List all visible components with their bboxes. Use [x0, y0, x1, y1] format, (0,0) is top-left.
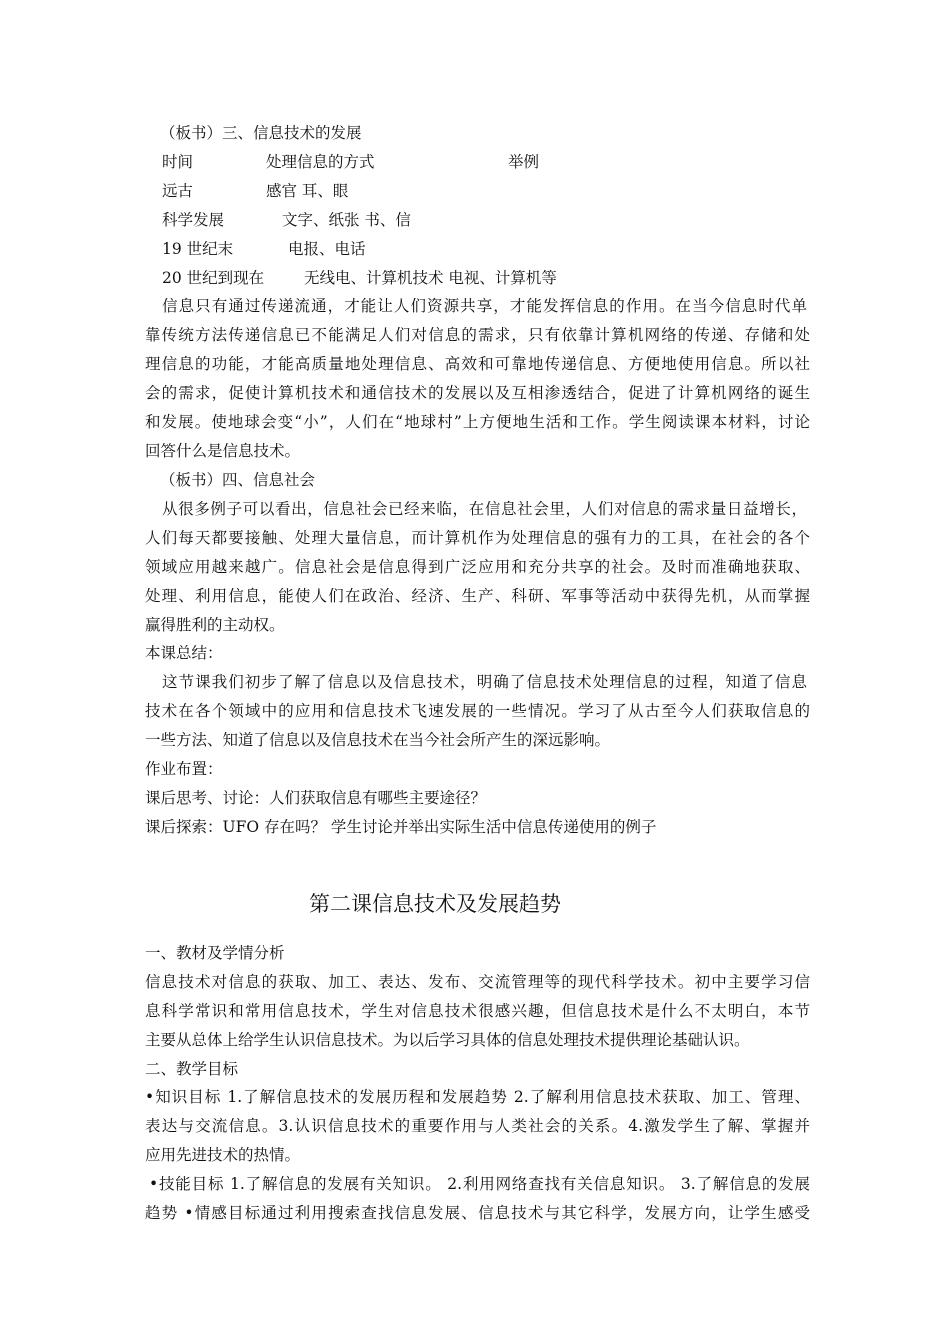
paragraph-line: 信息技术对信息的获取、加工、表达、发布、交流管理等的现代科学技术。初中主要学习信: [145, 973, 810, 991]
paragraph-line: 息科学常识和常用信息技术，学生对信息技术很感兴趣，但信息技术是什么不太明白，本节: [145, 1002, 810, 1020]
paragraph-line: 理信息的功能，才能高质量地处理信息、高效和可靠地传递信息、方便地使用信息。所以社: [145, 355, 810, 373]
lesson2-section2-heading: 二、教学目标: [145, 1060, 239, 1078]
paragraph-line: 一些方法、知道了信息以及信息技术在当今社会所产生的深远影响。: [145, 731, 611, 749]
homework-item: 课后探索：UFO 存在吗？ 学生讨论并举出实际生活中信息传递使用的例子: [145, 818, 657, 836]
paragraph-line: 回答什么是信息技术。: [145, 442, 301, 460]
table-row-method: 感官 耳、眼: [266, 182, 349, 200]
paragraph-line: 信息只有通过传递流通，才能让人们资源共享，才能发挥信息的作用。在当今信息时代单: [162, 297, 807, 315]
paragraph-line: 和发展。使地球会变“小”，人们在“地球村”上方便地生活和工作。学生阅读课本材料，讨论: [145, 413, 810, 431]
table-row-period: 20 世纪到现在: [162, 269, 265, 287]
table-header-example: 举例: [508, 153, 540, 171]
paragraph-line: 靠传统方法传递信息已不能满足人们对信息的需求，只有依靠计算机网络的传递、存储和处: [145, 326, 810, 344]
table-header-time: 时间: [162, 153, 194, 171]
lesson2-title: 第二课信息技术及发展趋势: [309, 892, 561, 916]
paragraph-line: 处理、利用信息，能使人们在政治、经济、生产、科研、军事等活动中获得先机，从而掌握: [145, 587, 810, 605]
paragraph-line: 赢得胜利的主动权。: [145, 616, 285, 634]
table-row-period: 远古: [162, 182, 194, 200]
homework-item: 课后思考、讨论：人们获取信息有哪些主要途径？: [145, 789, 487, 807]
paragraph-line: 领域应用越来越广。信息社会是信息得到广泛应用和充分共享的社会。及时而准确地获取、: [145, 558, 810, 576]
paragraph-line: •技能目标 1.了解信息的发展有关知识。 2.利用网络查找有关信息知识。 3.了解信息的发展: [149, 1175, 810, 1193]
table-row-method: 电报、电话: [288, 240, 366, 258]
paragraph-line: 应用先进技术的热情。: [145, 1146, 301, 1164]
paragraph-line: 主要从总体上给学生认识信息技术。为以后学习具体的信息处理技术提供理论基础认识。: [145, 1031, 750, 1049]
paragraph-line: 会的需求，促使计算机技术和通信技术的发展以及互相渗透结合，促进了计算机网络的诞生: [145, 384, 810, 402]
homework-label: 作业布置：: [145, 760, 223, 778]
table-header-method: 处理信息的方式: [266, 153, 375, 171]
summary-label: 本课总结：: [145, 644, 223, 662]
section3-heading: （板书）三、信息技术的发展: [160, 124, 362, 142]
paragraph-line: 这节课我们初步了解了信息以及信息技术，明确了信息技术处理信息的过程，知道了信息: [162, 673, 807, 691]
section4-heading: （板书）四、信息社会: [160, 471, 316, 489]
table-row-period: 科学发展: [162, 211, 225, 229]
table-row-method: 无线电、计算机技术 电视、计算机等: [304, 269, 557, 287]
paragraph-line: 表达与交流信息。3.认识信息技术的重要作用与人类社会的关系。4.激发学生了解、掌握并: [145, 1117, 810, 1135]
table-row-period: 19 世纪末: [162, 240, 234, 258]
table-row-method: 文字、纸张 书、信: [282, 211, 411, 229]
paragraph-line: 技术在各个领域中的应用和信息技术飞速发展的一些情况。学习了从古至今人们获取信息的: [145, 702, 810, 720]
paragraph-line: •知识目标 1.了解信息技术的发展历程和发展趋势 2.了解利用信息技术获取、加工、管理、: [145, 1088, 810, 1106]
lesson2-section1-heading: 一、教材及学情分析: [145, 944, 285, 962]
paragraph-line: 人们每天都要接触、处理大量信息，而计算机作为处理信息的强有力的工具，在社会的各个: [145, 529, 810, 547]
paragraph-line: 从很多例子可以看出，信息社会已经来临，在信息社会里，人们对信息的需求量日益增长，: [162, 500, 807, 518]
paragraph-line: 趋势 •情感目标通过利用搜索查找信息发展、信息技术与其它科学，发展方向，让学生感受: [145, 1204, 810, 1222]
